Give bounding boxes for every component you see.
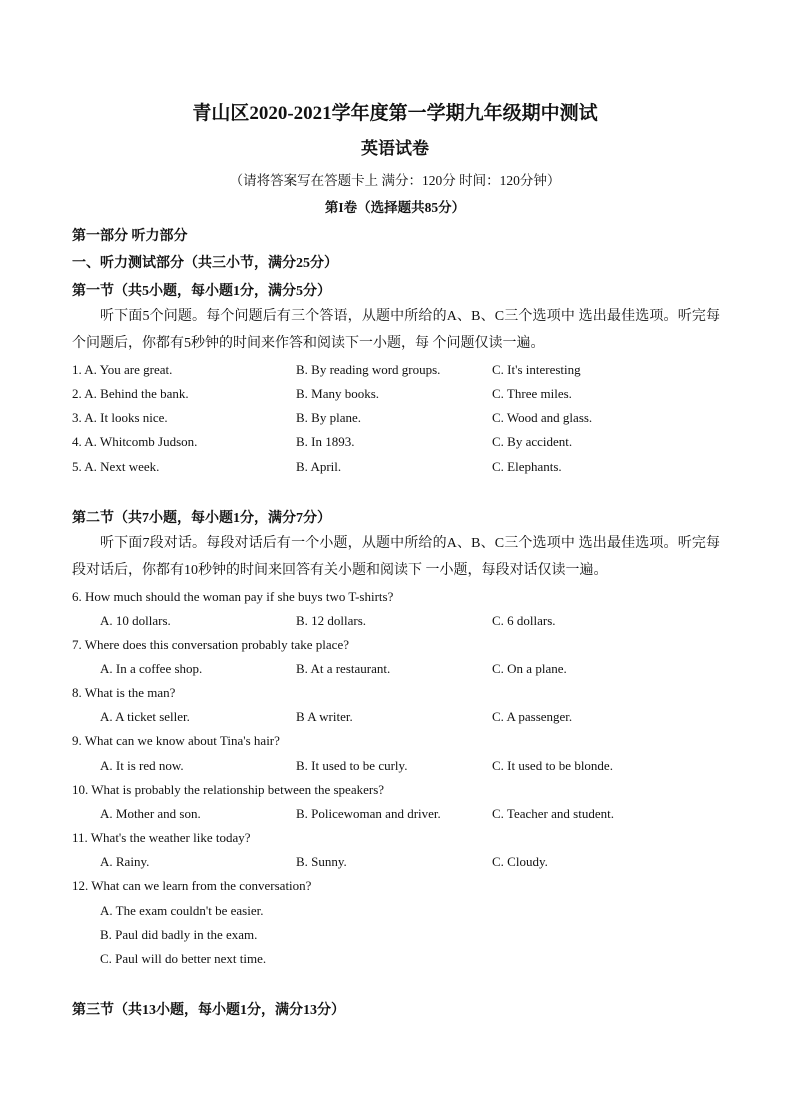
q1-option-a: 1. A. You are great.: [72, 362, 173, 377]
q2-option-b: B. Many books.: [296, 386, 380, 401]
q4-option-b: B. In 1893.: [296, 434, 355, 449]
q12-option-b: B. Paul did badly in the exam.: [100, 927, 258, 942]
q1-option-b: B. By reading word groups.: [296, 362, 441, 377]
q7-option-b: B. At a restaurant.: [296, 661, 391, 676]
q9-option-a: A. It is red now.: [100, 758, 184, 773]
q11-stem: 11. What's the weather like today?: [72, 830, 251, 845]
q3-option-b: B. By plane.: [296, 410, 361, 425]
q12-option-c: C. Paul will do better next time.: [100, 951, 267, 966]
q8-option-a: A. A ticket seller.: [100, 709, 190, 724]
q8-stem: 8. What is the man?: [72, 685, 176, 700]
q5-option-b: B. April.: [296, 459, 342, 474]
section2-instructions: 听下面7段对话。每段对话后有一个小题，从题中所给的A、B、C三个选项中 选出最佳选项。听完每段对话后，你都有10秒钟的时间来回答有关小题和阅读下 一小题，每段对话仅读一遍。: [72, 536, 720, 578]
q11-option-a: A. Rainy.: [100, 854, 150, 869]
q9-option-c: C. It used to be blonde.: [492, 758, 613, 773]
q8-option-c: C. A passenger.: [492, 709, 573, 724]
q4-option-c: C. By accident.: [492, 434, 573, 449]
q11-option-c: C. Cloudy.: [492, 854, 548, 869]
q9-option-b: B. It used to be curly.: [296, 758, 408, 773]
section1-instructions: 听下面5个问题。每个问题后有三个答语，从题中所给的A、B、C三个选项中 选出最佳选项。听完每个问题后，你都有5秒钟的时间来作答和阅读下一小题，每 个问题仅读一遍。: [72, 309, 720, 351]
exam-note: （请将答案写在答题卡上 满分：120分 时间：120分钟）: [229, 173, 561, 188]
q12-stem: 12. What can we learn from the conversation?: [72, 878, 312, 893]
q12-option-a: A. The exam couldn't be easier.: [100, 903, 264, 918]
q11-option-b: B. Sunny.: [296, 854, 347, 869]
volume-heading: 第I卷（选择题共85分）: [324, 200, 466, 215]
q3-option-a: 3. A. It looks nice.: [72, 410, 168, 425]
q5-option-c: C. Elephants.: [492, 459, 562, 474]
q6-stem: 6. How much should the woman pay if she buys two T-shirts?: [72, 589, 394, 604]
q8-option-b: B A writer.: [296, 709, 353, 724]
section3-heading: 第三节（共13小题，每小题1分，满分13分）: [72, 1003, 345, 1018]
q2-option-a: 2. A. Behind the bank.: [72, 386, 189, 401]
q6-option-b: B. 12 dollars.: [296, 613, 367, 628]
q7-option-a: A. In a coffee shop.: [100, 661, 203, 676]
q5-option-a: 5. A. Next week.: [72, 459, 160, 474]
part1-heading: 第一部分 听力部分: [72, 229, 188, 244]
exam-title: 青山区2020-2021学年度第一学期九年级期中测试: [192, 103, 598, 124]
q4-option-a: 4. A. Whitcomb Judson.: [72, 434, 198, 449]
section2-heading: 第二节（共7小题，每小题1分，满分7分）: [72, 511, 331, 526]
q2-option-c: C. Three miles.: [492, 386, 572, 401]
exam-subject: 英语试卷: [361, 139, 429, 158]
q6-option-c: C. 6 dollars.: [492, 613, 556, 628]
q3-option-c: C. Wood and glass.: [492, 410, 593, 425]
q6-option-a: A. 10 dollars.: [100, 613, 171, 628]
q10-stem: 10. What is probably the relationship between the speakers?: [72, 782, 385, 797]
section1-heading: 第一节（共5小题，每小题1分，满分5分）: [72, 284, 331, 299]
q10-option-c: C. Teacher and student.: [492, 806, 614, 821]
q10-option-a: A. Mother and son.: [100, 806, 201, 821]
q10-option-b: B. Policewoman and driver.: [296, 806, 441, 821]
part1-sub-heading: 一、听力测试部分（共三小节，满分25分）: [72, 256, 338, 271]
q7-option-c: C. On a plane.: [492, 661, 567, 676]
q9-stem: 9. What can we know about Tina's hair?: [72, 733, 280, 748]
q1-option-c: C. It's interesting: [492, 362, 581, 377]
q7-stem: 7. Where does this conversation probably take place?: [72, 637, 349, 652]
